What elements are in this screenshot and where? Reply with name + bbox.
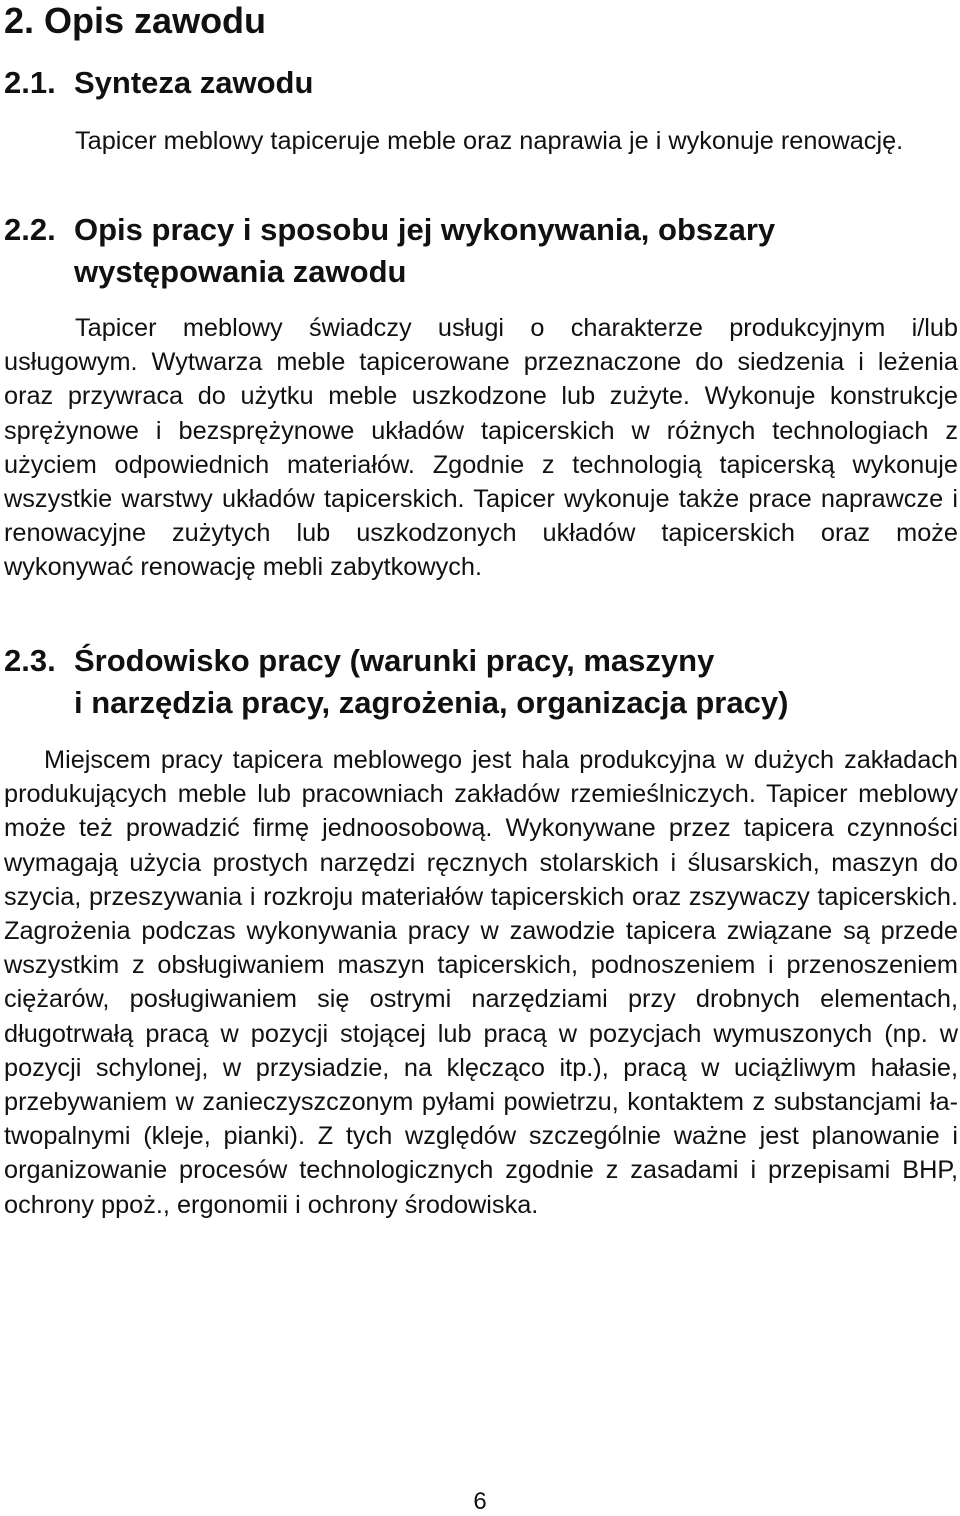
section-number: 2.1. bbox=[4, 65, 56, 100]
page-number: 6 bbox=[473, 1488, 487, 1515]
section-title-line-2: i narzędzia pracy, zagrożenia, organizacja pracy) bbox=[74, 685, 789, 720]
section-heading-2-2 bbox=[4, 209, 775, 293]
section-paragraph-2-3: Miejscem pracy tapicera meblowego jest hala produkcyjna w dużych zakładach produkujących meble lub pracowniach zakładów rzemieślniczych. Tapicer meblowy może też prowadzić firmę jednoosobową. Wykonywane przez tapicera czynności wymagają użycia prostych narzędzi ręcznych stolarskich i ślusarskich, maszyn do szycia, przeszywania i rozkroju materiałów tapicerskich oraz zszywaczy tapicerskich. Zagrożenia podczas wykonywania pracy w zawodzie tapicera związane są przede wszystkim z obsługiwaniem maszyn tapicerskich, podnoszeniem i przenoszeniem ciężarów, posługiwaniem się ostrymi narzędziami przy drobnych elementach, długotrwałą pracą w pozycji stojącej lub pracą w pozycjach wymuszonych (np. w pozycji schylonej, w przysiadzie, na klęcząco itp.), pracą w uciążliwym hałasie, przebywaniem w zanieczyszczonym pyłami powietrzu, kontaktem z substancjami łatwopalnymi (kleje, pianki). Z tych względów szczególnie ważne jest planowanie i organizowanie procesów technologicznych zgodnie z zasadami i przepisami BHP, ochrony ppoż., ergonomii i ochrony środowiska. bbox=[4, 746, 958, 1219]
section-title-line-1: Środowisko pracy (warunki pracy, maszyny bbox=[74, 643, 715, 678]
section-number: 2.3. bbox=[4, 643, 56, 678]
section-title-line-1: Opis pracy i sposobu jej wykonywania, obszary bbox=[74, 212, 776, 247]
chapter-title: 2. Opis zawodu bbox=[4, 0, 267, 41]
section-paragraph-2-2: Tapicer meblowy świadczy usługi o charakterze produkcyjnym i/lub usługowym. Wytwarza meble tapicerowane przeznaczone do siedzenia i leżenia oraz przywraca do użytku meble uszkodzone lub zużyte. Wykonuje konstrukcje sprężynowe i bezsprężynowe układów tapicerskich w różnych technologiach z użyciem odpowiednich materiałów. Zgodnie z technologią tapicerską wykonuje wszystkie warstwy układów tapicerskich. Tapicer wykonuje także prace naprawcze i renowacyjne zużytych lub uszkodzonych układów tapicerskich oraz może wykonywać renowację mebli zabytkowych. bbox=[4, 314, 958, 582]
section-heading-2-3 bbox=[4, 640, 788, 724]
section-paragraph-2-1: Tapicer meblowy tapiceruje meble oraz naprawia je i wykonuje renowację. bbox=[75, 127, 904, 155]
section-number: 2.2. bbox=[4, 212, 56, 247]
section-title: Synteza zawodu bbox=[74, 65, 314, 100]
section-heading-2-1 bbox=[4, 62, 313, 104]
section-title-line-2: występowania zawodu bbox=[74, 254, 407, 289]
